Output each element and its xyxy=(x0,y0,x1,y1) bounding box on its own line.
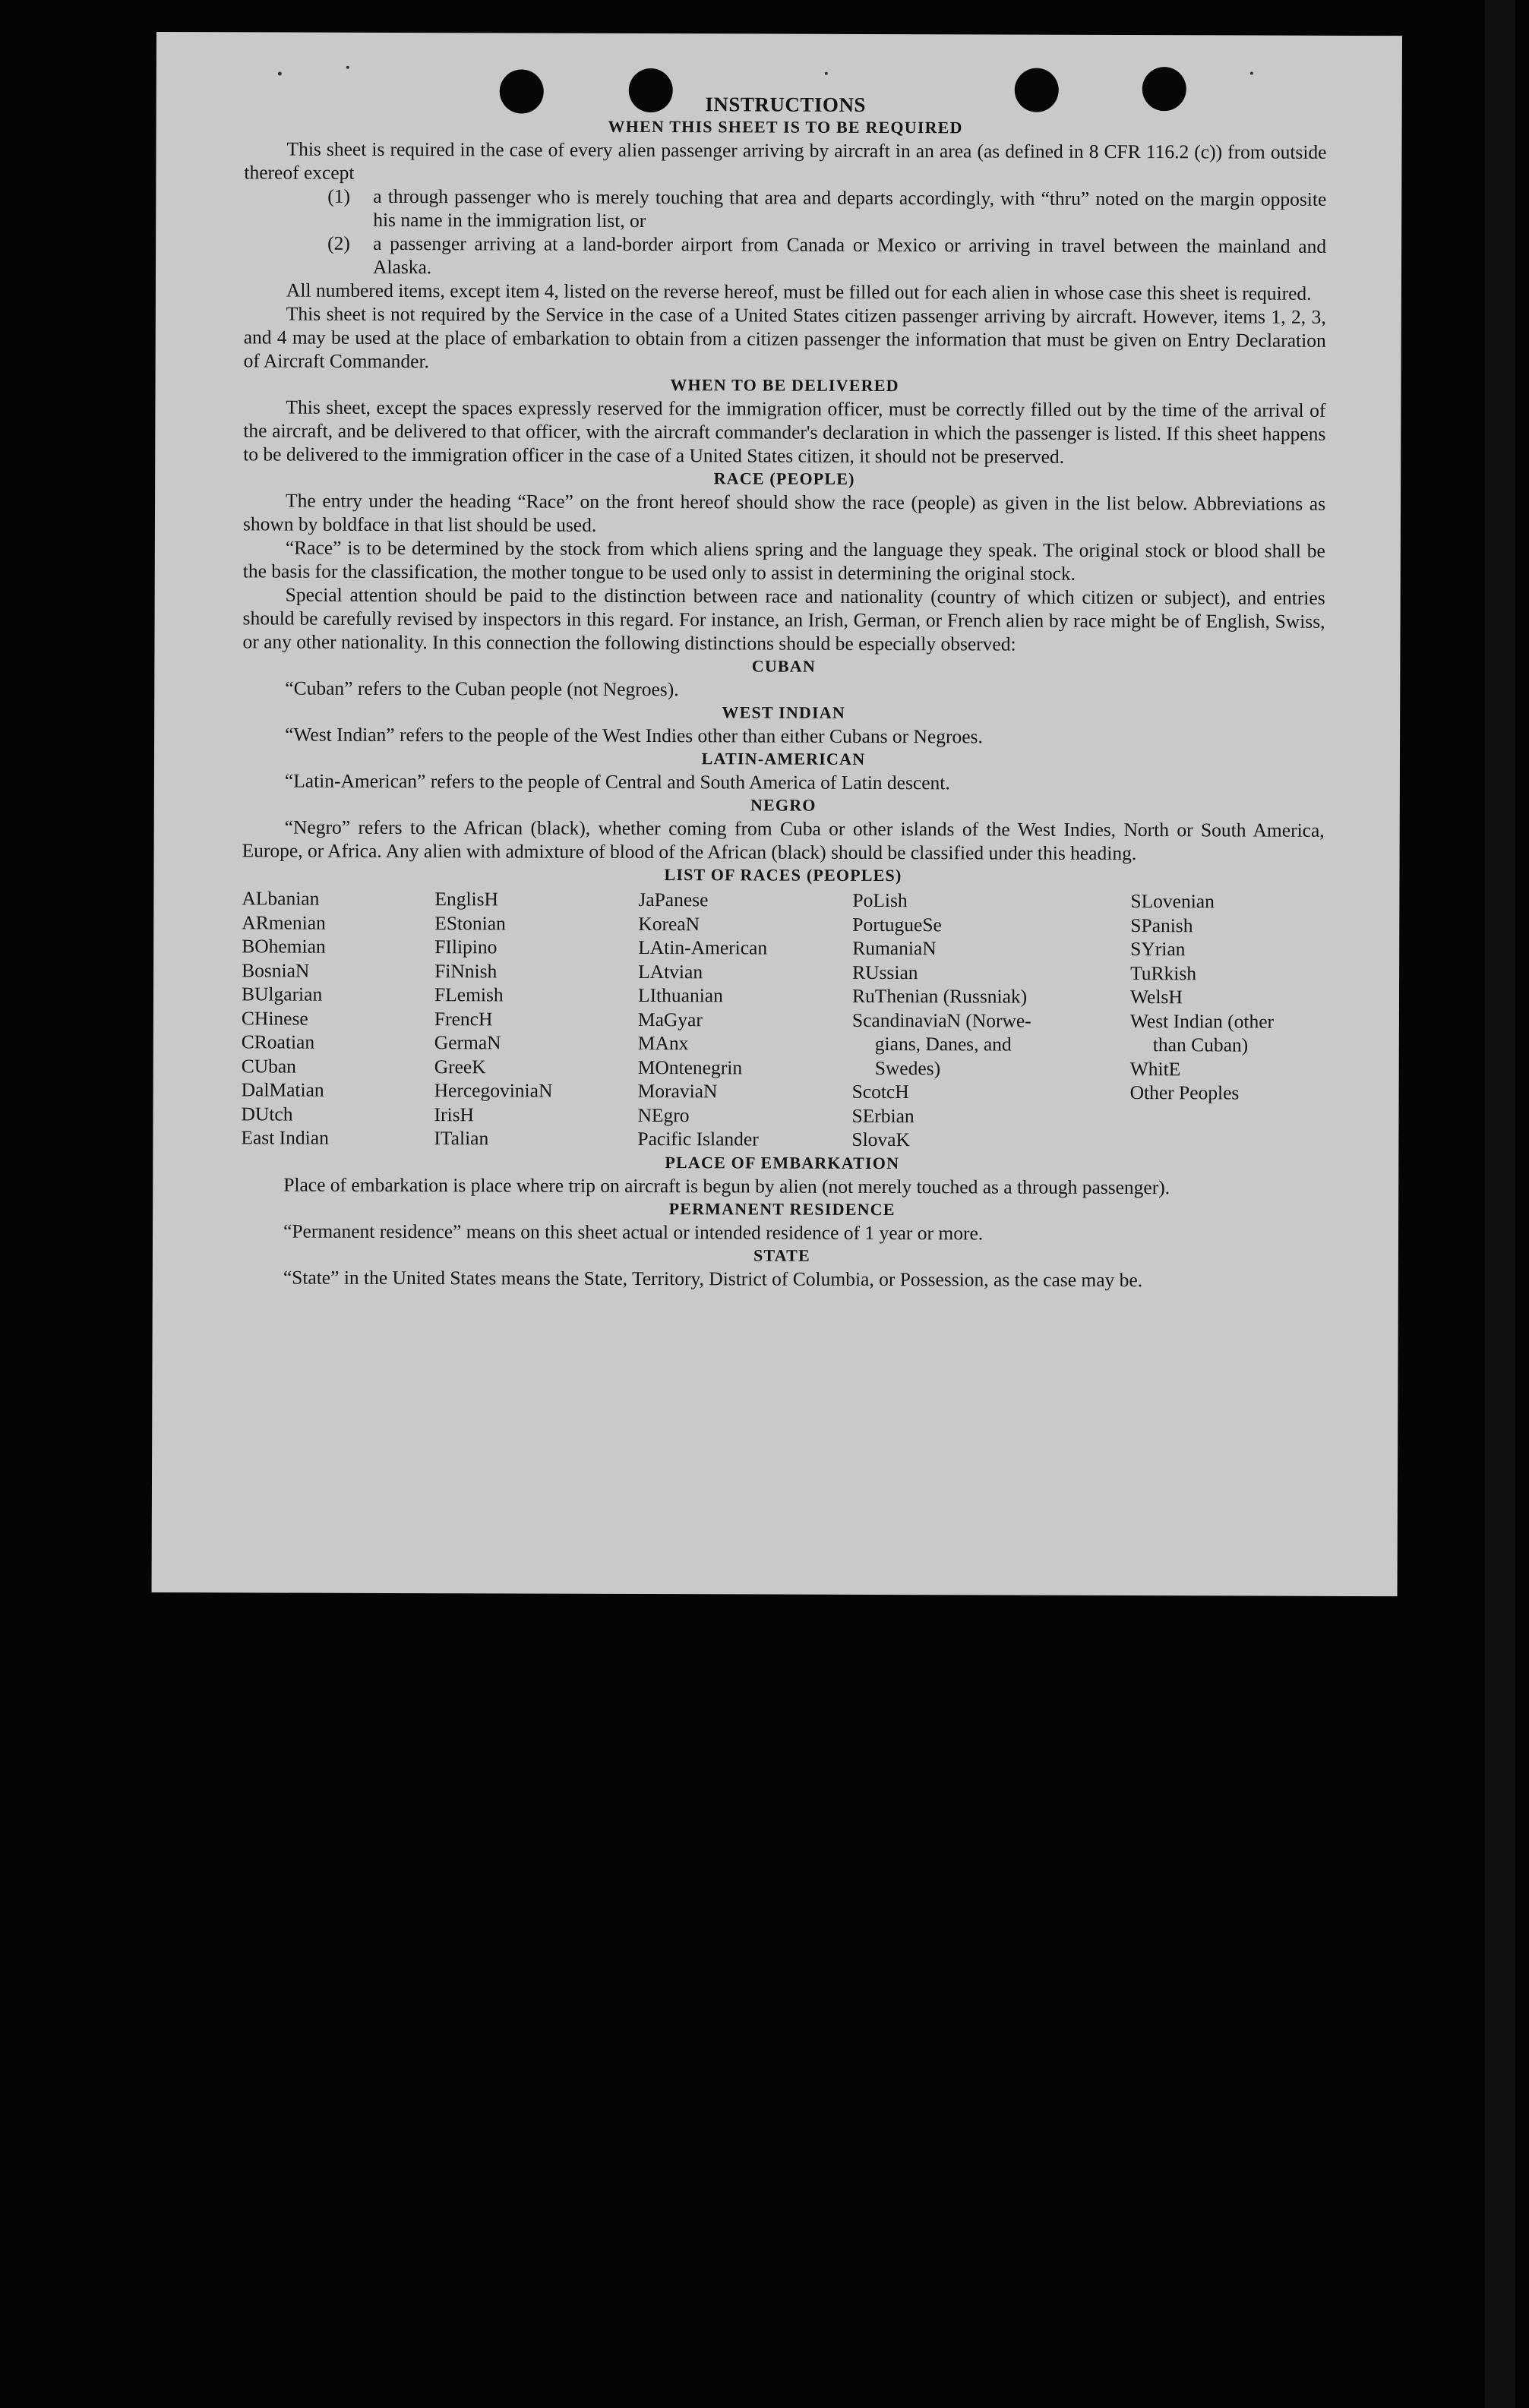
race-entry: Pacific Islander xyxy=(637,1127,759,1150)
race-entry: Swedes) xyxy=(874,1056,941,1079)
document-page xyxy=(152,32,1402,1596)
paragraph: “State” in the United States means the State, Territory, District of Columbia, or Possession, as the case may be. xyxy=(283,1266,1143,1291)
paragraph: “Negro” refers to the African (black), whether coming from Cuba or other islands of the West Indies, North or South America, Europe, or Africa. Any alien with admixture of blood of the African (black) should be classified under this heading. xyxy=(242,816,1325,865)
race-entry: CUban xyxy=(241,1054,297,1078)
paragraph: “Latin-American” refers to the people of Central and South America of Latin descent. xyxy=(284,769,950,794)
race-entry: GermaN xyxy=(434,1031,501,1054)
paragraph: “Cuban” refers to the Cuban people (not Negroes). xyxy=(285,677,679,701)
race-entry: HercegoviniaN xyxy=(434,1079,553,1102)
speck xyxy=(346,66,349,69)
race-entry: PoLish xyxy=(852,888,908,912)
race-entry: ScandinaviaN (Norwe- xyxy=(851,1008,1031,1032)
races-column xyxy=(851,888,1130,1153)
paragraph: This sheet is required in the case of every alien passenger arriving by aircraft in an area (as defined in 8 CFR 116.2 (c)) from outside thereof except xyxy=(244,137,1327,184)
paragraph: All numbered items, except item 4, listed on the reverse hereof, must be filled out for each alien in whose case this sheet is required. xyxy=(286,279,1312,305)
race-entry: FLemish xyxy=(434,983,504,1006)
race-entry: FIlipino xyxy=(434,936,498,958)
race-entry: SLovenian xyxy=(1130,890,1215,913)
section-heading: LIST OF RACES (PEOPLES) xyxy=(664,865,902,885)
races-list xyxy=(241,886,1324,1153)
races-column xyxy=(241,886,434,1150)
list-text: a through passenger who is merely touching that area and departs accordingly, with “thru” noted on the margin opposite his name in the immigration list, or xyxy=(373,185,1327,232)
speck xyxy=(1250,72,1253,75)
race-entry: FrencH xyxy=(434,1007,493,1030)
paragraph: This sheet, except the spaces expressly reserved for the immigration officer, must be correctly filled out by the time of the arrival of the aircraft, and be delivered to that officer, with the aircraft commander's declaration in which the passenger is listed. If this sheet happens to be delivered to the immigration officer in the case of a United States citizen, it should not be preserved. xyxy=(243,396,1326,468)
race-entry: NEgro xyxy=(637,1103,690,1126)
race-entry: RumaniaN xyxy=(852,936,937,960)
races-column xyxy=(637,888,852,1151)
race-entry: BosniaN xyxy=(242,958,310,982)
race-entry: SlovaK xyxy=(851,1128,910,1151)
race-entry: CHinese xyxy=(241,1006,308,1030)
list-number: (2) xyxy=(327,232,350,254)
list-item xyxy=(327,185,1326,235)
race-entry: FiNnish xyxy=(434,959,498,982)
speck xyxy=(825,72,828,75)
race-entry: ALbanian xyxy=(242,887,320,910)
paragraph: This sheet is not required by the Service in the case of a United States citizen passenger arriving by aircraft. However, items 1, 2, 3, and 4 may be used at the place of embarkation to obtain from a citizen passenger the information that must be given on Entry Declaration of Aircraft Commander. xyxy=(243,302,1326,373)
race-entry: MoraviaN xyxy=(637,1079,718,1103)
film-edge xyxy=(1485,0,1515,2408)
race-entry: LIthuanian xyxy=(637,983,723,1007)
race-entry: PortugueSe xyxy=(852,913,942,936)
race-entry: RUssian xyxy=(852,961,918,983)
race-entry: SErbian xyxy=(851,1104,915,1127)
list-number: (1) xyxy=(327,185,351,207)
section-heading: PLACE OF EMBARKATION xyxy=(665,1152,900,1172)
race-entry: ITalian xyxy=(434,1127,489,1150)
race-entry: gians, Danes, and xyxy=(874,1032,1012,1056)
race-entry: DalMatian xyxy=(241,1078,324,1101)
punch-hole xyxy=(1015,68,1059,112)
race-entry: JaPanese xyxy=(638,888,709,911)
punch-hole xyxy=(629,68,673,112)
paragraph: Special attention should be paid to the distinction between race and nationality (country of which citizen or subject), and entries should be carefully revised by inspectors in this regard. For instance, an Irish, German, or French alien by race might be of English, Swiss, or any other nationality. In this connection the following distinctions should be especially observed: xyxy=(242,583,1325,655)
race-entry: BUlgarian xyxy=(241,983,323,1005)
paragraph: “Race” is to be determined by the stock from which aliens spring and the language they speak. The original stock or blood shall be the basis for the classification, the mother tongue to be used only to assist in determining the original stock. xyxy=(242,536,1325,585)
race-entry: IrisH xyxy=(434,1103,474,1125)
race-entry: ARmenian xyxy=(242,910,326,934)
races-column xyxy=(434,887,638,1150)
section-heading: CUBAN xyxy=(751,656,817,676)
section-heading: PERMANENT RESIDENCE xyxy=(668,1198,896,1219)
race-entry: TuRkish xyxy=(1130,961,1197,984)
punch-hole xyxy=(1142,67,1186,111)
section-heading: RACE (PEOPLE) xyxy=(713,469,855,488)
section-heading: WEST INDIAN xyxy=(722,702,846,722)
race-entry: MaGyar xyxy=(637,1008,703,1030)
race-entry: SPanish xyxy=(1130,914,1193,936)
page-title: INSTRUCTIONS xyxy=(705,93,867,116)
race-entry: RuThenian (Russniak) xyxy=(851,984,1028,1008)
race-entry: EStonian xyxy=(434,911,506,934)
section-heading: WHEN TO BE DELIVERED xyxy=(670,375,899,396)
section-heading: LATIN-AMERICAN xyxy=(701,749,866,768)
race-entry: than Cuban) xyxy=(1152,1034,1249,1056)
paragraph: The entry under the heading “Race” on the front hereof should show the race (people) as given in the list below. Abbreviations as shown by boldface in that list should be used. xyxy=(242,489,1326,536)
section-heading: NEGRO xyxy=(750,795,817,815)
race-entry: MAnx xyxy=(637,1031,689,1055)
race-entry: EnglisH xyxy=(434,888,499,910)
race-entry: LAtvian xyxy=(638,960,703,983)
race-entry: Other Peoples xyxy=(1129,1081,1240,1104)
race-entry: CRoatian xyxy=(241,1030,315,1053)
punch-hole xyxy=(500,69,544,113)
race-entry: ScotcH xyxy=(851,1080,909,1103)
race-entry: LAtin-American xyxy=(638,936,768,959)
race-entry: KoreaN xyxy=(638,912,700,935)
race-entry: MOntenegrin xyxy=(637,1056,743,1078)
race-entry: DUtch xyxy=(241,1102,293,1125)
races-column xyxy=(1129,889,1274,1153)
race-entry: East Indian xyxy=(241,1126,329,1149)
list-text: a passenger arriving at a land-border airport from Canada or Mexico or arriving in travel between the mainland and Alaska. xyxy=(372,232,1327,279)
paragraph: “West Indian” refers to the people of the West Indies other than either Cubans or Negroes. xyxy=(285,723,983,748)
paragraph: Place of embarkation is place where trip on aircraft is begun by alien (not merely touched as a through passenger). xyxy=(283,1173,1170,1198)
speck xyxy=(278,72,282,76)
race-entry: WhitE xyxy=(1129,1057,1181,1080)
race-entry: BOhemian xyxy=(242,935,326,958)
list-item xyxy=(327,232,1326,282)
section-heading: STATE xyxy=(753,1245,810,1265)
race-entry: West Indian (other xyxy=(1129,1009,1275,1033)
paragraph: “Permanent residence” means on this sheet actual or intended residence of 1 year or more. xyxy=(283,1220,984,1244)
race-entry: WelsH xyxy=(1129,986,1183,1008)
race-entry: SYrian xyxy=(1130,938,1186,961)
race-entry: GreeK xyxy=(434,1055,486,1078)
section-heading: WHEN THIS SHEET IS TO BE REQUIRED xyxy=(608,116,963,137)
